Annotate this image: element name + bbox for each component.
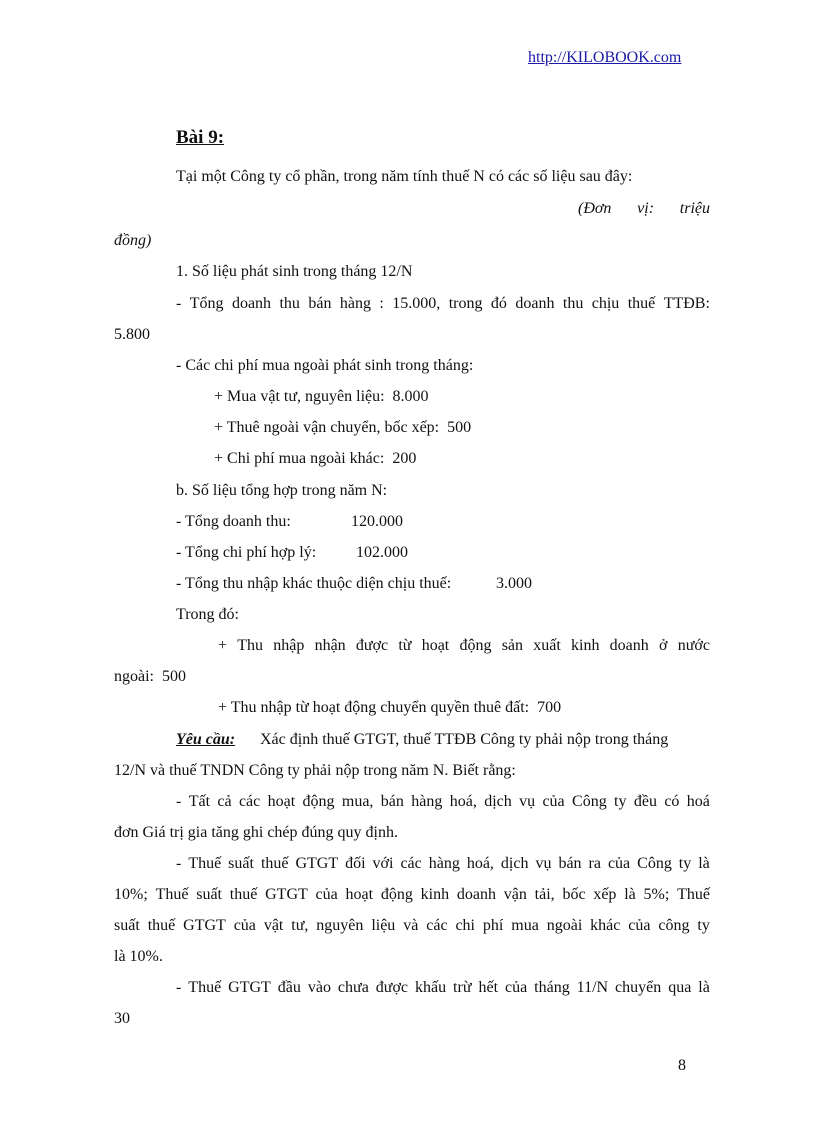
word: của (607, 855, 631, 872)
summary-value: 102.000 (356, 544, 408, 561)
requirement-line: 12/N và thuế TNDN Công ty phải nộp trong năm N. Biết rằng: (114, 762, 516, 779)
word: 15.000, (392, 295, 441, 312)
word: 5%; (643, 886, 670, 903)
word: các (426, 917, 448, 934)
word: từ (398, 637, 412, 654)
word: vận (503, 886, 527, 903)
foreign-income-cont: ngoài: 500 (114, 668, 186, 685)
cost-item: + Mua vật tư, nguyên liệu: 8.000 (214, 388, 429, 405)
word: vào (307, 979, 331, 996)
word: chi (455, 917, 475, 934)
word: dịch (500, 855, 529, 872)
word: suất (228, 855, 254, 872)
exercise-title: Bài 9: (176, 127, 225, 148)
word: cả (217, 793, 232, 810)
word: nhận (314, 637, 346, 654)
word: là (698, 855, 710, 872)
word: doanh (609, 637, 649, 654)
word: đối (345, 855, 366, 872)
word: doanh (515, 295, 555, 312)
word: đầu (277, 979, 301, 996)
summary-value: 3.000 (496, 575, 532, 592)
word: và (403, 917, 419, 934)
word: thu (562, 295, 584, 312)
word: trong (448, 295, 483, 312)
word: Công (572, 793, 607, 810)
condition-line (176, 978, 710, 998)
word: phí (482, 917, 504, 934)
word: chuyển (615, 979, 662, 996)
word: động (380, 886, 413, 903)
word: - (176, 979, 182, 996)
condition-line: 30 (114, 1010, 130, 1027)
word: bán (380, 793, 404, 810)
word: xếp (593, 886, 617, 903)
word: với (372, 855, 394, 872)
word: vụ (535, 855, 552, 872)
summary-value: 120.000 (351, 513, 403, 530)
word: Thuế (677, 886, 710, 903)
word: Công (637, 855, 672, 872)
word: sản (501, 637, 524, 654)
word: 11/N (576, 979, 609, 996)
costs-heading: - Các chi phí mua ngoài phát sinh trong tháng: (176, 357, 474, 374)
word: khác (590, 917, 621, 934)
header-link[interactable]: http://KILOBOOK.com (528, 49, 682, 66)
word: đó (490, 295, 507, 312)
word: 10%; (114, 886, 148, 903)
word: vụ (519, 793, 536, 810)
word: nguyên (316, 917, 364, 934)
word: bán (308, 295, 332, 312)
condition-line (176, 792, 710, 812)
word: của (542, 793, 565, 810)
word: Thuế (188, 979, 222, 996)
word: nước (677, 637, 710, 654)
word: - (176, 855, 182, 872)
word: doanh (456, 886, 496, 903)
word: đều (633, 793, 657, 810)
condition-line: đơn Giá trị gia tăng ghi chép đúng quy định. (114, 824, 398, 841)
word: : (379, 295, 384, 312)
summary-label: - Tổng chi phí hợp lý: (176, 544, 317, 561)
word: triệu (679, 200, 710, 217)
summary-label: - Tổng thu nhập khác thuộc diện chịu thuế: (176, 575, 452, 592)
word: GTGT (295, 855, 339, 872)
word: tháng (534, 979, 570, 996)
word: ty (697, 917, 710, 934)
word: thuế (229, 886, 258, 903)
word: hoạt (421, 637, 450, 654)
word: suất (114, 917, 140, 934)
word: (Đơn (578, 200, 612, 217)
word: dịch (484, 793, 512, 810)
word: hoá, (466, 855, 494, 872)
word: Thuế (155, 886, 189, 903)
land-income-line: + Thu nhập từ hoạt động chuyển quyền thuê đất: 700 (218, 699, 562, 716)
word: khấu (414, 979, 447, 996)
word: các (400, 855, 422, 872)
word: hoá (686, 793, 710, 810)
word: doanh (231, 295, 272, 312)
word: thuế (260, 855, 289, 872)
word: trừ (453, 979, 472, 996)
condition-line (176, 854, 710, 874)
section1-heading: 1. Số liệu phát sinh trong tháng 12/N (176, 263, 413, 280)
cost-item: + Thuê ngoài vận chuyển, bốc xếp: 500 (214, 419, 472, 436)
word: của (628, 917, 651, 934)
word: qua (668, 979, 692, 996)
word: GTGT (265, 886, 308, 903)
word: liệu (371, 917, 396, 934)
word: các (238, 793, 261, 810)
word: tải, (534, 886, 555, 903)
word: hoá, (449, 793, 477, 810)
page-number: 8 (678, 1057, 686, 1074)
word: động (302, 793, 335, 810)
word: của (504, 979, 528, 996)
unit-note-cont: đồng) (114, 232, 152, 249)
word: Tổng (189, 295, 224, 312)
word: bốc (562, 886, 586, 903)
word: là (624, 886, 636, 903)
word: là (698, 979, 710, 996)
word: thuế (147, 917, 176, 934)
word: của (233, 917, 256, 934)
word: thuế (627, 295, 656, 312)
word: - (176, 295, 182, 312)
word: nhập (273, 637, 305, 654)
word: mua, (341, 793, 374, 810)
word: động (459, 637, 492, 654)
cost-item: + Chi phí mua ngoài khác: 200 (214, 450, 417, 467)
condition-line (114, 885, 710, 905)
word: hàng (339, 295, 371, 312)
revenue-line-cont: 5.800 (114, 326, 150, 343)
word: Tất (188, 793, 211, 810)
word: vật (263, 917, 284, 934)
word: của (315, 886, 338, 903)
word: chưa (337, 979, 369, 996)
condition-line: là 10%. (114, 948, 163, 965)
word: được (355, 637, 389, 654)
unit-note (578, 199, 710, 219)
word: ty (614, 793, 627, 810)
word: bán (558, 855, 582, 872)
word: hoạt (345, 886, 374, 903)
word: có (664, 793, 680, 810)
word: được (375, 979, 408, 996)
word: hàng (428, 855, 460, 872)
condition-line (114, 916, 710, 936)
word: ra (588, 855, 601, 872)
word: Thu (237, 637, 264, 654)
word: vị: (637, 200, 655, 217)
foreign-income-line (218, 636, 710, 656)
requirement-label: Yêu cầu: (176, 731, 236, 748)
word: GTGT (183, 917, 226, 934)
word: ngoài (546, 917, 583, 934)
intro-text: Tại một Công ty cổ phần, trong năm tính thuế N có các số liệu sau đây: (176, 168, 633, 185)
word: kinh (420, 886, 450, 903)
word: + (218, 637, 228, 654)
word: hoạt (267, 793, 296, 810)
word: GTGT (228, 979, 271, 996)
word: xuất (533, 637, 561, 654)
of-which: Trong đó: (176, 606, 239, 623)
word: thu (279, 295, 300, 312)
revenue-line (176, 294, 710, 314)
word: ty (678, 855, 692, 872)
summary-label: - Tổng doanh thu: (176, 513, 291, 530)
word: công (658, 917, 690, 934)
section2-heading: b. Số liệu tổng hợp trong năm N: (176, 482, 388, 499)
word: ở (659, 637, 668, 654)
word: hàng (411, 793, 443, 810)
word: kinh (571, 637, 600, 654)
word: - (176, 793, 182, 810)
requirement-line: Xác định thuế GTGT, thuế TTĐB Công ty phải nộp trong tháng (260, 731, 669, 748)
word: tư, (291, 917, 309, 934)
word: suất (196, 886, 222, 903)
word: Thuế (188, 855, 222, 872)
word: TTĐB: (663, 295, 710, 312)
word: chịu (591, 295, 620, 312)
word: mua (511, 917, 539, 934)
word: hết (478, 979, 499, 996)
